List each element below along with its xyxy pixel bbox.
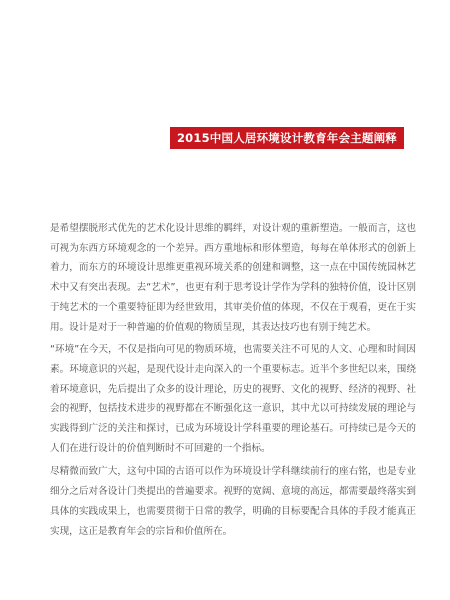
paragraph: “环境”在今天，不仅是指向可见的物质环境，也需要关注不可见的人文、心理和时间因素。环境意识的兴起，是现代设计走向深入的一个重要标志。近半个多世纪以来，围绕着环境意识，先后提出了众多的设计理论，历史的视野、文化的视野、经济的视野、社会的视野，包括技术进步的视野都在不断强化这一意识，其中尤以可持续发展的理论与实践得到广泛的关注和探讨，已成为环境设计学科重要的理论基石。可持续已是今天的人们在进行设计的价值判断时不可回避的一个指标。 xyxy=(50,344,416,454)
paragraph: 是希望摆脱形式优先的艺术化设计思维的羁绊，对设计观的重新塑造。一般而言，这也可视为东西方环境观念的一个差异。西方重地标和形体塑造，每每在单体形式的创新上着力，而东方的环境设计思维更重视环境关系的创建和调整，这一点在中国传统园林艺术中又有突出表现。去“艺术”，也更有利于思考设计学作为学科的独特价值，设计区别于纯艺术的一个重要特征即为经世致用，其审美价值的体现，不仅在于观看，更在于实用。设计是对于一种普遍的价值观的物质呈现，其表达技巧也有别于纯艺术。 xyxy=(50,223,416,333)
paragraph: 尽精微而致广大，这句中国的古语可以作为环境设计学科继续前行的座右铭，也是专业细分之后对各设计门类提出的普遍要求。视野的宽阔、意境的高远，都需要最终落实到具体的实践成果上，也需要贯彻于日常的教学，明确的目标要配合具体的手段才能真正实现，这正是教育年会的宗旨和价值所在。 xyxy=(50,466,416,537)
article-body xyxy=(50,219,416,545)
page-title: 2015中国人居环境设计教育年会主题阐释 xyxy=(170,127,404,149)
